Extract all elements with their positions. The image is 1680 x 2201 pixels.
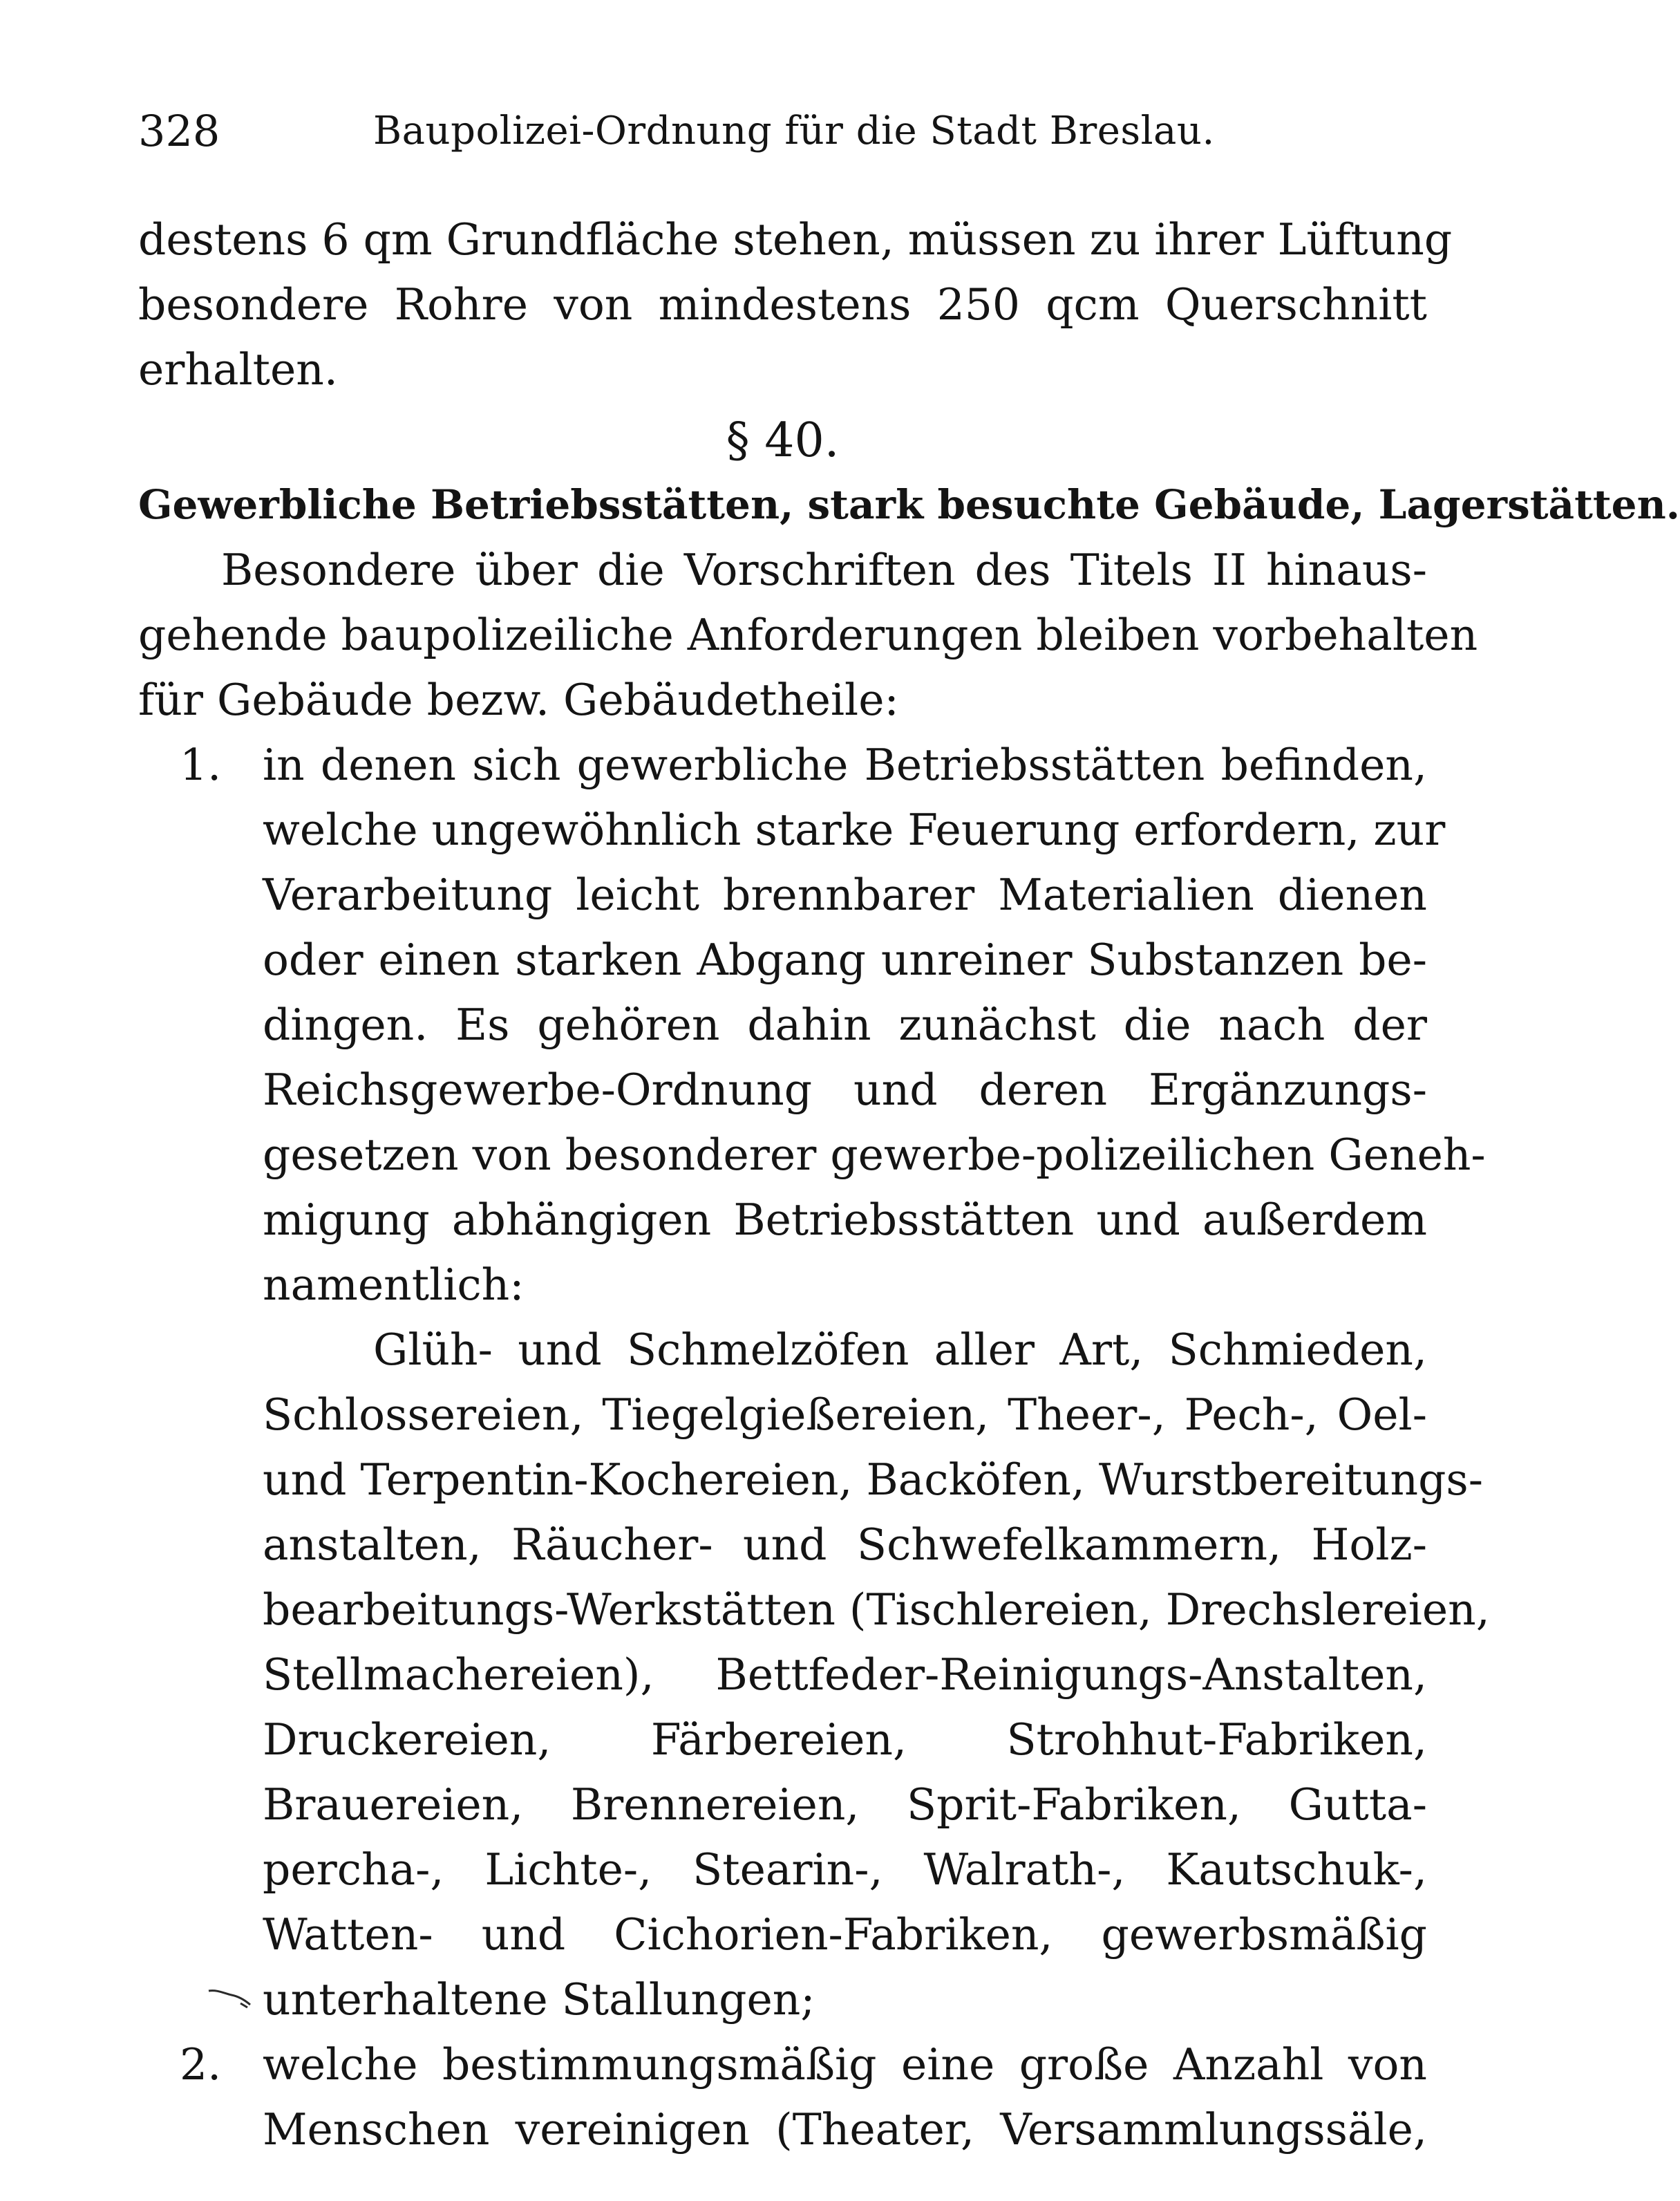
running-title: Baupolizei-Ordnung für die Stadt Breslau. — [373, 109, 1215, 153]
opening-paragraph — [138, 207, 1453, 402]
text-line: besondere Rohre von mindestens 250 qcm Querschnitt — [138, 279, 1427, 330]
section-number: § 40. — [726, 413, 840, 468]
text-line: destens 6 qm Grundfläche stehen, müssen zu ihrer Lüftung — [138, 214, 1453, 265]
section-heading: Gewerbliche Betriebsstätten, stark besuchte Gebäude, Lagerstätten. — [138, 481, 1680, 528]
text-line: percha-, Lichte-, Stearin-, Walrath-, Kautschuk-, — [263, 1844, 1427, 1895]
text-line: namentlich: — [263, 1259, 525, 1310]
intro-paragraph — [138, 538, 1478, 733]
text-line: Menschen vereinigen (Theater, Versammlungssäle, — [263, 2104, 1427, 2155]
text-line: bearbeitungs-Werkstätten (Tischlereien, Drechslereien, — [263, 1584, 1490, 1635]
text-line: Druckereien, Färbereien, Strohhut-Fabriken, — [263, 1714, 1427, 1765]
establishment-list — [138, 1318, 1490, 2032]
text-line: Watten- und Cichorien-Fabriken, gewerbsmäßig — [263, 1909, 1427, 1960]
scan-smudge-mark — [207, 1984, 263, 2012]
item-number: 2. — [180, 2039, 222, 2090]
text-line: Brauereien, Brennereien, Sprit-Fabriken, Gutta- — [263, 1779, 1427, 1830]
text-line: oder einen starken Abgang unreiner Substanzen be- — [263, 935, 1427, 985]
text-line: in denen sich gewerbliche Betriebsstätten befinden, — [263, 740, 1427, 790]
text-line: gesetzen von besonderer gewerbe-polizeilichen Geneh- — [263, 1130, 1486, 1180]
text-line: und Terpentin-Kochereien, Backöfen, Wurstbereitungs- — [263, 1454, 1484, 1505]
text-line: welche ungewöhnlich starke Feuerung erfordern, zur — [263, 805, 1446, 855]
list-item-2 — [138, 2032, 1427, 2162]
page-number: 328 — [138, 106, 220, 156]
text-line: Besondere über die Vorschriften des Titels II hinaus- — [221, 545, 1427, 595]
text-line: Glüh- und Schmelzöfen aller Art, Schmieden, — [373, 1324, 1427, 1375]
page-header — [138, 104, 1424, 159]
text-line: migung abhängigen Betriebsstätten und außerdem — [263, 1195, 1427, 1245]
page-body — [138, 207, 1680, 2162]
text-line: unterhaltene Stallungen; — [263, 1974, 815, 2025]
item-number: 1. — [180, 740, 222, 790]
text-line: dingen. Es gehören dahin zunächst die nach der — [263, 1000, 1427, 1050]
text-line: gehende baupolizeiliche Anforderungen bleiben vorbehalten — [138, 610, 1478, 660]
text-line: Stellmachereien), Bettfeder-Reinigungs-Anstalten, — [263, 1649, 1427, 1700]
text-line: anstalten, Räucher- und Schwefelkammern, Holz- — [263, 1519, 1427, 1570]
text-line: für Gebäude bezw. Gebäudetheile: — [138, 675, 899, 725]
list-item-1 — [138, 733, 1486, 1318]
text-line: Schlossereien, Tiegelgießereien, Theer-, Pech-, Oel- — [263, 1389, 1427, 1440]
text-line: Verarbeitung leicht brennbarer Materialien dienen — [263, 870, 1427, 920]
text-line: Reichsgewerbe-Ordnung und deren Ergänzungs- — [263, 1065, 1427, 1115]
text-line: welche bestimmungsmäßig eine große Anzahl von — [263, 2039, 1427, 2090]
text-line: erhalten. — [138, 344, 338, 395]
